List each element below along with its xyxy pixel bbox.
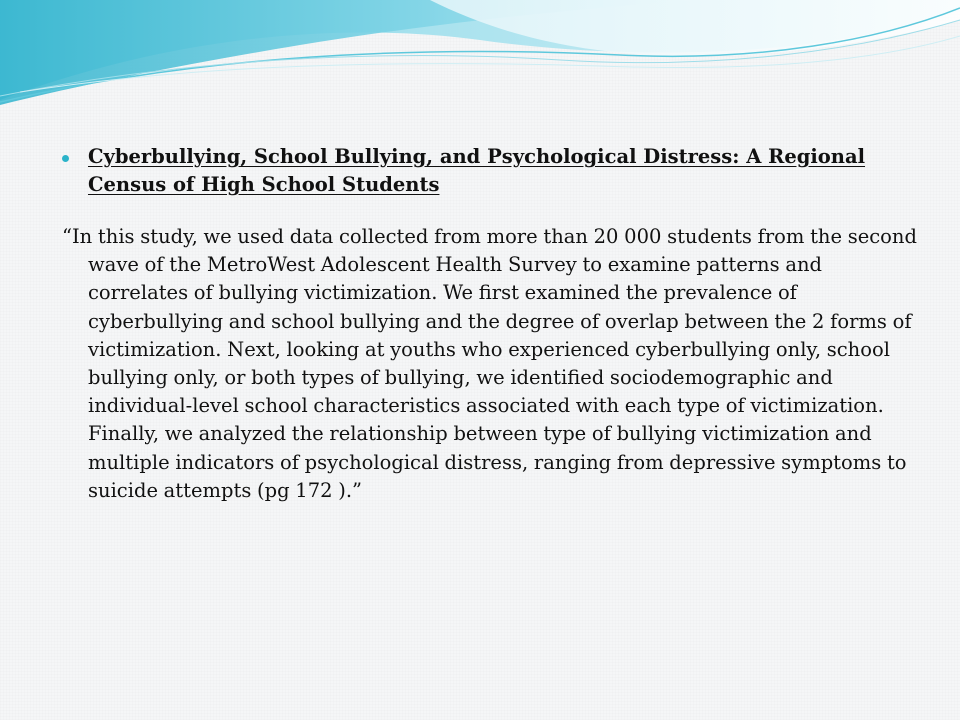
bullet-item: [62, 143, 922, 199]
slide-content: [62, 143, 922, 505]
quote-paragraph: “In this study, we used data collected from more than 20 000 students from the second wave of the MetroWest Adolescent Health Survey to examine patterns and correlates of bullying victimization. We first examined the prevalence of cyberbullying and school bullying and the degree of overlap between the 2 forms of victimization. Next, looking at youths who experienced cyberbullying only, school bullying only, or both types of bullying, we identified sociodemographic and individual-level school characteristics associated with each type of victimization. Finally, we analyzed the relationship between type of bullying victimization and multiple indicators of psychological distress, ranging from depressive symptoms to suicide attempts (pg 172 ).”: [62, 225, 917, 502]
wave-header-decoration: [0, 0, 960, 130]
bullet-dot-icon: [62, 155, 69, 162]
article-title[interactable]: Cyberbullying, School Bullying, and Psychological Distress: A Regional Census of High School Students: [88, 145, 866, 196]
